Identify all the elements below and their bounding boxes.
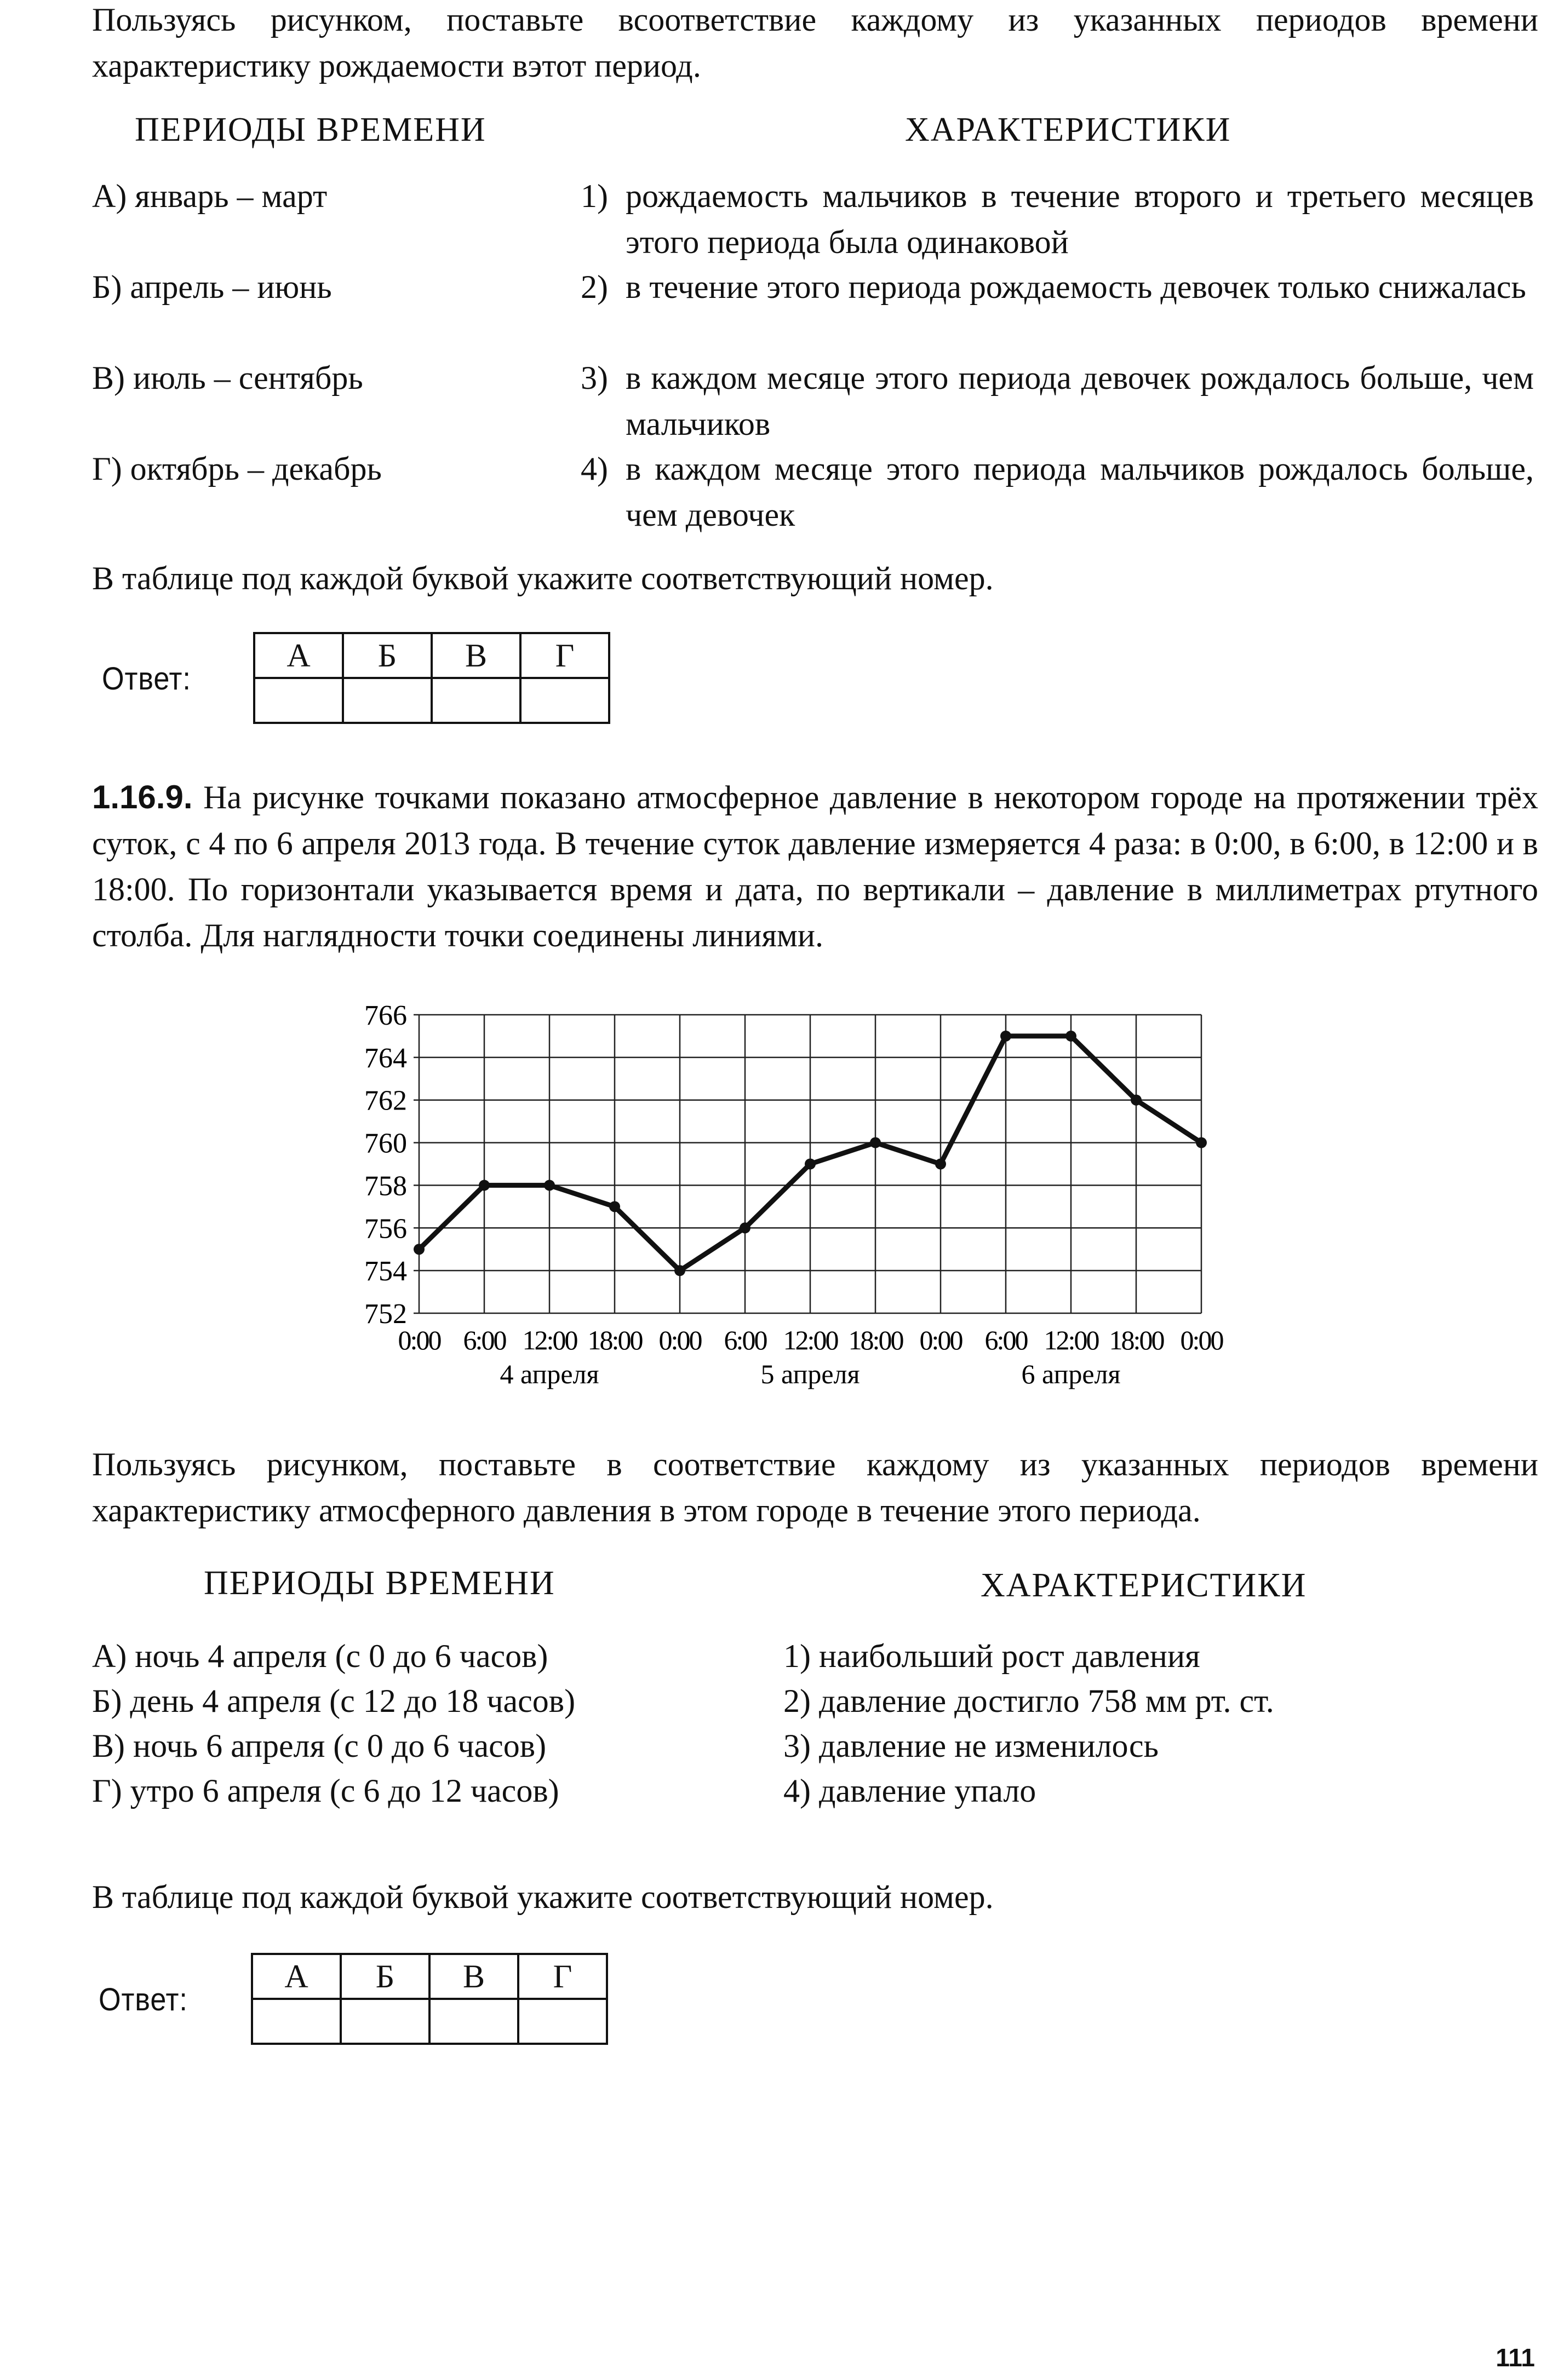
y-tick-label: 752 [364,1298,407,1330]
task2-statement [92,774,1538,958]
date-label: 4 апреля [500,1359,599,1389]
answer-letter-b: Б [341,1954,429,1999]
data-point [544,1180,555,1191]
x-tick-label: 6:00 [724,1325,766,1355]
answer-letter-c: В [432,633,520,678]
task2-answer-label: Ответ: [99,1982,188,2017]
y-tick-label: 756 [364,1213,407,1245]
task2-period-c: В) ночь 6 апреля (с 0 до 6 часов) [92,1728,547,1764]
answer-cell-b[interactable] [341,1999,429,2044]
task1-period-b: Б) апрель – июнь [92,269,332,305]
task1-period-d: Г) октябрь – декабрь [92,451,382,487]
task2-period-b: Б) день 4 апреля (с 12 до 18 часов) [92,1683,576,1719]
task2-table-instruction: В таблице под каждой буквой укажите соответствующий номер. [92,1879,994,1915]
answer-cell-c[interactable] [432,678,520,723]
task2-period-a: А) ночь 4 апреля (с 0 до 6 часов) [92,1638,548,1674]
y-axis-ticks [364,1000,407,1330]
answer-letter-a: А [252,1954,341,1999]
task1-table-instruction: В таблице под каждой буквой укажите соответствующий номер. [92,560,994,596]
answer-letter-b: Б [343,633,432,678]
task1-periods-heading: ПЕРИОДЫ ВРЕМЕНИ [135,111,486,148]
task2-characteristic-1: 1) наибольший рост давления [783,1638,1200,1674]
answer-letter-a: А [254,633,343,678]
task-number: 1.16.9. [92,779,193,815]
x-axis-ticks [398,1325,1224,1355]
pressure-line-chart [307,990,1238,1417]
date-label: 5 апреля [760,1359,860,1389]
task1-period-a: А) январь – март [92,178,328,214]
task2-characteristic-2: 2) давление достигло 758 мм рт. ст. [783,1683,1274,1719]
task1-characteristic-4: 4) в каждом месяце этого периода мальчиков рождалось больше, чем девочек [581,451,1534,533]
y-tick-label: 758 [364,1170,407,1202]
task1-characteristics-heading: ХАРАКТЕРИСТИКИ [905,111,1231,148]
task1-characteristic-3: 3) в каждом месяце этого периода девочек рождалось больше, чем мальчиков [581,360,1534,442]
task1-answer-table [253,632,610,724]
date-labels [500,1359,1121,1389]
x-tick-label: 12:00 [522,1325,577,1355]
x-tick-label: 6:00 [463,1325,506,1355]
x-tick-label: 6:00 [984,1325,1027,1355]
data-point [870,1137,881,1148]
data-point [1000,1031,1011,1042]
task2-intro: Пользуясь рисунком, поставьте в соответствие каждому из указанных периодов времени характеристику атмосферного давления в этом городе в течение этого периода. [92,1446,1538,1528]
task2-characteristic-3: 3) давление не изменилось [783,1728,1159,1764]
x-tick-label: 18:00 [587,1325,642,1355]
y-tick-label: 766 [364,1000,407,1031]
x-tick-label: 18:00 [1109,1325,1164,1355]
answer-letter-d: Г [520,633,609,678]
task2-statement-text: На рисунке точками показано атмосферное давление в некотором городе на протяжении трёх суток, с 4 по 6 апреля 2013 года. В течение суток давление измеряется 4 раза: в 0:00, в 6:00, в 12:00 и в 18:00. По горизонтали указывается время и дата, по вертикали – давление в миллиметрах ртутного столба. Для наглядности точки соединены линиями. [92,779,1539,953]
task2-characteristic-4: 4) давление упало [783,1773,1036,1809]
answer-letter-c: В [429,1954,518,1999]
task2-periods-heading: ПЕРИОДЫ ВРЕМЕНИ [204,1565,555,1602]
task1-answer-label: Ответ: [102,661,191,697]
answer-cell-c[interactable] [429,1999,518,2044]
x-tick-label: 0:00 [1180,1325,1223,1355]
data-point [1196,1137,1207,1148]
data-point [805,1159,816,1170]
answer-cell-d[interactable] [520,678,609,723]
task2-answer-table [251,1953,608,2045]
task1-characteristic-2: 2) в течение этого периода рождаемость девочек только снижалась [581,269,1526,305]
answer-cell-b[interactable] [343,678,432,723]
x-tick-label: 0:00 [398,1325,440,1355]
data-point [935,1159,946,1170]
answer-cell-a[interactable] [254,678,343,723]
x-tick-label: 0:00 [919,1325,962,1355]
answer-cell-a[interactable] [252,1999,341,2044]
x-tick-label: 12:00 [783,1325,838,1355]
data-point [1065,1031,1076,1042]
data-point [479,1180,490,1191]
answer-letter-d: Г [518,1954,607,1999]
page-number: 111 [1496,2343,1535,2372]
date-label: 6 апреля [1021,1359,1121,1389]
y-tick-label: 762 [364,1085,407,1117]
answer-cell-d[interactable] [518,1999,607,2044]
x-tick-label: 12:00 [1044,1325,1098,1355]
task2-period-d: Г) утро 6 апреля (с 6 до 12 часов) [92,1773,559,1809]
data-point [740,1222,750,1233]
y-tick-label: 764 [364,1042,407,1074]
task1-characteristic-1: 1) рождаемость мальчиков в течение второго и третьего месяцев этого периода была одинаковой [581,178,1534,260]
data-point [1131,1095,1142,1106]
x-tick-label: 18:00 [848,1325,903,1355]
data-point [609,1201,620,1212]
data-point [674,1265,685,1276]
y-tick-label: 754 [364,1256,407,1287]
y-tick-label: 760 [364,1128,407,1159]
data-point [414,1244,425,1255]
task2-characteristics-heading: ХАРАКТЕРИСТИКИ [981,1567,1307,1604]
x-tick-label: 0:00 [658,1325,701,1355]
task1-intro: Пользуясь рисунком, поставьте всоответствие каждому из указанных периодов времени характеристику рождаемости вэтот период. [92,2,1538,84]
task1-period-c: В) июль – сентябрь [92,360,363,396]
